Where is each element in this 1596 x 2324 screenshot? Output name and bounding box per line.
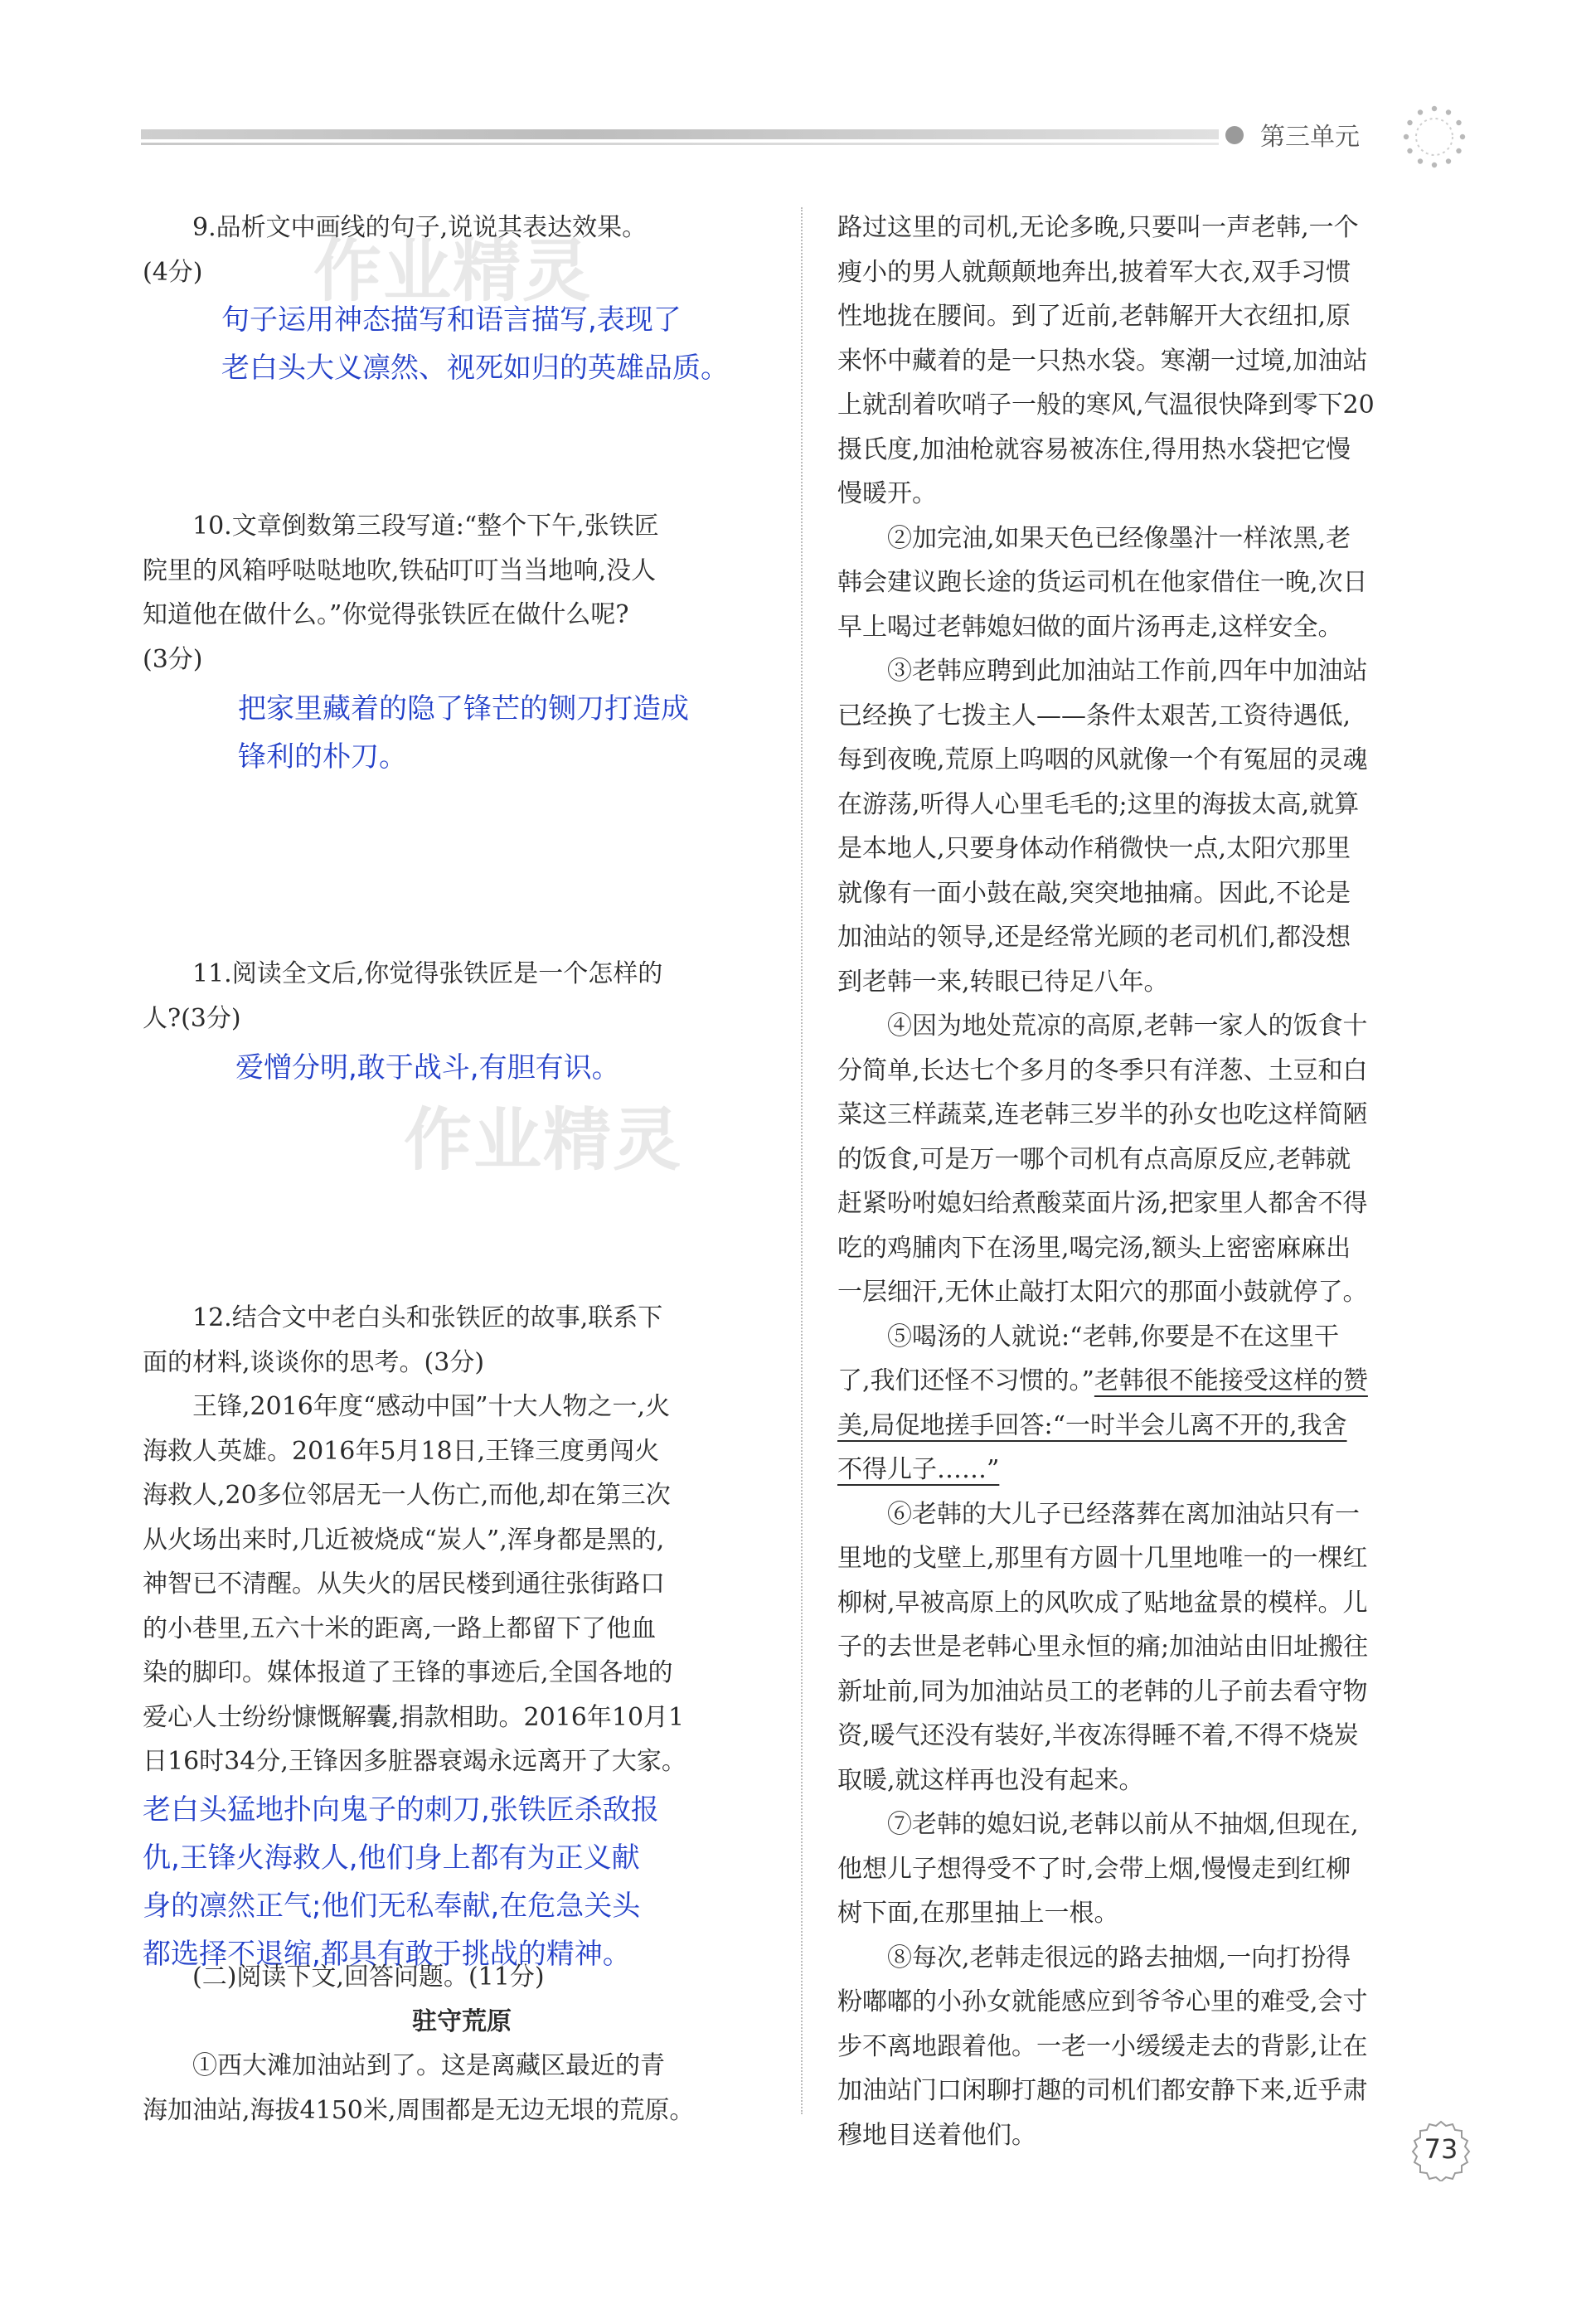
material-line: 神智已不清醒。从失火的居民楼到通往张街路口 bbox=[143, 1570, 665, 1599]
material-line: 王锋,2016年度“感动中国”十大人物之一,火 bbox=[192, 1392, 671, 1421]
paragraph-line: 资,暖气还没有装好,半夜冻得睡不着,不得不烧炭 bbox=[837, 1721, 1359, 1750]
paragraph-line bbox=[837, 1404, 1476, 1448]
answer-text: 老白头猛地扑向鬼子的刺刀,张铁匠杀敌报 bbox=[143, 1793, 659, 1827]
question-text: 10.文章倒数第三段写道:“整个下午,张铁匠 bbox=[192, 512, 659, 541]
paragraph-1-continued bbox=[837, 206, 1476, 517]
answer-text: 老白头大义凛然、视死如归的英雄品质。 bbox=[221, 352, 729, 385]
material-line: 染的脚印。媒体报道了王锋的事迹后,全国各地的 bbox=[143, 1658, 673, 1687]
question-text: 院里的风箱呼哒哒地吹,铁砧叮叮当当地响,没人 bbox=[143, 556, 657, 585]
underlined-sentence: 美,局促地搓手回答:“一时半会儿离不开的,我舍 bbox=[837, 1410, 1347, 1440]
paragraph-6 bbox=[837, 1492, 1476, 1803]
paragraph-line: 穆地目送着他们。 bbox=[837, 2120, 1036, 2150]
paragraph-line: 柳树,早被高原上的风吹成了贴地盆景的模样。儿 bbox=[837, 1588, 1368, 1618]
watermark: 作业精灵 bbox=[313, 232, 593, 311]
paragraph-4 bbox=[837, 1004, 1476, 1315]
question-text: 知道他在做什么。”你觉得张铁匠在做什么呢? bbox=[143, 600, 629, 629]
paragraph-2 bbox=[837, 517, 1476, 650]
paragraph-line: 到老韩一来,转眼已待足八年。 bbox=[837, 967, 1169, 997]
answer-text: 句子运用神态描写和语言描写,表现了 bbox=[221, 303, 682, 337]
paragraph-line: 加油站门口闲聊打趣的司机们都安静下来,近乎肃 bbox=[837, 2076, 1368, 2105]
paragraph-line: 摄氏度,加油枪就容易被冻住,得用热水袋把它慢 bbox=[837, 434, 1351, 464]
circle-bullet-icon bbox=[1225, 126, 1244, 144]
header-rule bbox=[141, 129, 1219, 139]
paragraph-line: 吃的鸡脯肉下在汤里,喝完汤,额头上密密麻麻出 bbox=[837, 1233, 1351, 1263]
paragraph-7 bbox=[837, 1802, 1476, 1936]
paragraph-line: 分简单,长达七个多月的冬季只有洋葱、土豆和白 bbox=[837, 1055, 1368, 1085]
material-line: 海救人英雄。2016年5月18日,王锋三度勇闯火 bbox=[143, 1436, 660, 1466]
paragraph-line: 菜这三样蔬菜,连老韩三岁半的孙女也吃这样简陋 bbox=[837, 1100, 1368, 1129]
paragraph-line: ⑦老韩的媳妇说,老韩以前从不抽烟,但现在, bbox=[887, 1810, 1359, 1839]
question-10 bbox=[143, 504, 781, 781]
answer-text: 身的凛然正气;他们无私奉献,在危急关头 bbox=[143, 1889, 641, 1923]
material-block bbox=[143, 1385, 781, 1784]
question-text: 12.结合文中老白头和张铁匠的故事,联系下 bbox=[192, 1303, 663, 1332]
paragraph-line: 每到夜晚,荒原上呜咽的风就像一个有冤屈的灵魂 bbox=[837, 745, 1368, 774]
underlined-sentence: 不得儿子……” bbox=[837, 1455, 1000, 1484]
question-text: 11.阅读全文后,你觉得张铁匠是一个怎样的 bbox=[192, 959, 663, 988]
question-11 bbox=[143, 952, 781, 1092]
question-9 bbox=[143, 206, 781, 392]
answer-text: 仇,王锋火海救人,他们身上都有为正义献 bbox=[143, 1841, 640, 1875]
material-line: 的小巷里,五六十米的距离,一路上都留下了他血 bbox=[143, 1613, 657, 1643]
paragraph-line: 新址前,同为加油站员工的老韩的儿子前去看守物 bbox=[837, 1676, 1368, 1706]
paragraph-line: 粉嘟嘟的小孙女就能感应到爷爷心里的难受,会寸 bbox=[837, 1987, 1368, 2016]
plain-text: 了,我们还怪不习惯的。” bbox=[837, 1366, 1094, 1395]
paragraph-line: 一层细汗,无休止敲打太阳穴的那面小鼓就停了。 bbox=[837, 1278, 1368, 1307]
question-text: 人?(3分) bbox=[143, 1003, 241, 1033]
question-text: (3分) bbox=[143, 644, 203, 674]
paragraph-line: 已经换了七拨主人——条件太艰苦,工资待遇低, bbox=[837, 701, 1351, 730]
paragraph-line: 是本地人,只要身体动作稍微快一点,太阳穴那里 bbox=[837, 834, 1351, 863]
paragraph-line: ③老韩应聘到此加油站工作前,四年中加油站 bbox=[887, 657, 1368, 686]
watermark: 作业精灵 bbox=[404, 1101, 683, 1180]
paragraph-line: 路过这里的司机,无论多晚,只要叫一声老韩,一个 bbox=[837, 213, 1359, 242]
paragraph-line: 来怀中藏着的是一只热水袋。寒潮一过境,加油站 bbox=[837, 346, 1368, 376]
sun-ring-icon bbox=[1401, 104, 1467, 170]
paragraph-line: 韩会建议跑长途的货运司机在他家借住一晚,次日 bbox=[837, 568, 1368, 597]
paragraph-line bbox=[837, 1448, 1476, 1492]
paragraph-line: ⑧每次,老韩走很远的路去抽烟,一向打扮得 bbox=[887, 1943, 1351, 1972]
question-12 bbox=[143, 1296, 781, 1978]
paragraph-line bbox=[837, 1359, 1476, 1404]
material-line: 日16时34分,王锋因多脏器衰竭永远离开了大家。 bbox=[143, 1747, 686, 1776]
right-column bbox=[837, 206, 1476, 2157]
section-2 bbox=[143, 1955, 781, 2132]
paragraph-line: 树下面,在那里抽上一根。 bbox=[837, 1899, 1119, 1928]
paragraph-line: 他想儿子想得受不了时,会带上烟,慢慢走到红柳 bbox=[837, 1854, 1351, 1884]
paragraph-line: ①西大滩加油站到了。这是离藏区最近的青 bbox=[192, 2051, 665, 2080]
paragraph-line: 子的去世是老韩心里永恒的痛;加油站由旧址搬往 bbox=[837, 1633, 1369, 1662]
paragraph-line: 慢暖开。 bbox=[837, 479, 937, 508]
paragraph-line: 赶紧吩咐媳妇给煮酸菜面片汤,把家里人都舍不得 bbox=[837, 1189, 1368, 1218]
answer-text: 把家里藏着的隐了锋芒的铡刀打造成 bbox=[238, 692, 689, 725]
material-line: 海救人,20多位邻居无一人伤亡,而他,却在第三次 bbox=[143, 1481, 671, 1510]
material-line: 从火场出来时,几近被烧成“炭人”,浑身都是黑的, bbox=[143, 1525, 665, 1555]
paragraph-line: 取暖,就这样再也没有起来。 bbox=[837, 1765, 1144, 1795]
article-title: 驻守荒原 bbox=[412, 2006, 512, 2036]
header-rule-thin bbox=[141, 143, 1219, 145]
paragraph-line: 海加油站,海拔4150米,周围都是无边无垠的荒原。 bbox=[143, 2095, 695, 2125]
paragraph-line: 就像有一面小鼓在敲,突突地抽痛。因此,不论是 bbox=[837, 878, 1351, 908]
material-line: 爱心人士纷纷慷慨解囊,捐款相助。2016年10月1 bbox=[143, 1702, 685, 1732]
question-text: 面的材料,谈谈你的思考。(3分) bbox=[143, 1347, 485, 1377]
question-text: 9.品析文中画线的句子,说说其表达效果。 bbox=[192, 213, 648, 242]
paragraph-line: 上就刮着吹哨子一般的寒风,气温很快降到零下20 bbox=[837, 391, 1375, 420]
paragraph-8 bbox=[837, 1936, 1476, 2158]
paragraph-3 bbox=[837, 649, 1476, 1004]
answer-block bbox=[143, 1786, 781, 1978]
answer-block bbox=[143, 1044, 781, 1092]
paragraph-line: 性地拢在腰间。到了近前,老韩解开大衣纽扣,原 bbox=[837, 302, 1351, 331]
page-number: 73 bbox=[1424, 2133, 1458, 2165]
paragraph-line: 步不离地跟着他。一老一小缓缓走去的背影,让在 bbox=[837, 2031, 1368, 2061]
answer-text: 爱憎分明,敢于战斗,有胆有识。 bbox=[235, 1051, 620, 1084]
answer-block bbox=[143, 685, 781, 781]
paragraph-line: 的饭食,可是万一哪个司机有点高原反应,老韩就 bbox=[837, 1144, 1351, 1174]
paragraph-line: 瘦小的男人就颠颠地奔出,披着军大衣,双手习惯 bbox=[837, 257, 1351, 287]
paragraph-line: 加油站的领导,还是经常光顾的老司机们,都没想 bbox=[837, 923, 1351, 952]
paragraph-line: 早上喝过老韩媳妇做的面片汤再走,这样安全。 bbox=[837, 612, 1343, 642]
paragraph-line: ⑤喝汤的人就说:“老韩,你要是不在这里干 bbox=[887, 1322, 1339, 1351]
paragraph-line: ④因为地处荒凉的高原,老韩一家人的饭食十 bbox=[887, 1012, 1368, 1041]
paragraph-line: ⑥老韩的大儿子已经落葬在离加油站只有一 bbox=[887, 1499, 1360, 1529]
paragraph-line: 里地的戈壁上,那里有方圆十几里地唯一的一棵红 bbox=[837, 1544, 1368, 1573]
paragraph-line: 在游荡,听得人心里毛毛的;这里的海拔太高,就算 bbox=[837, 789, 1360, 819]
column-divider bbox=[801, 207, 803, 2114]
answer-text: 锋利的朴刀。 bbox=[238, 740, 407, 774]
underlined-sentence: 老韩很不能接受这样的赞 bbox=[1094, 1366, 1368, 1395]
answer-text: 都选择不退缩,都具有敢于挑战的精神。 bbox=[143, 1937, 631, 1971]
section-heading: (二)阅读下文,回答问题。(11分) bbox=[192, 1963, 545, 1992]
paragraph-5 bbox=[837, 1315, 1476, 1492]
question-text: (4分) bbox=[143, 257, 203, 287]
answer-block bbox=[143, 296, 781, 392]
unit-label: 第三单元 bbox=[1260, 123, 1360, 152]
paragraph-line: ②加完油,如果天色已经像墨汁一样浓黑,老 bbox=[887, 523, 1351, 553]
